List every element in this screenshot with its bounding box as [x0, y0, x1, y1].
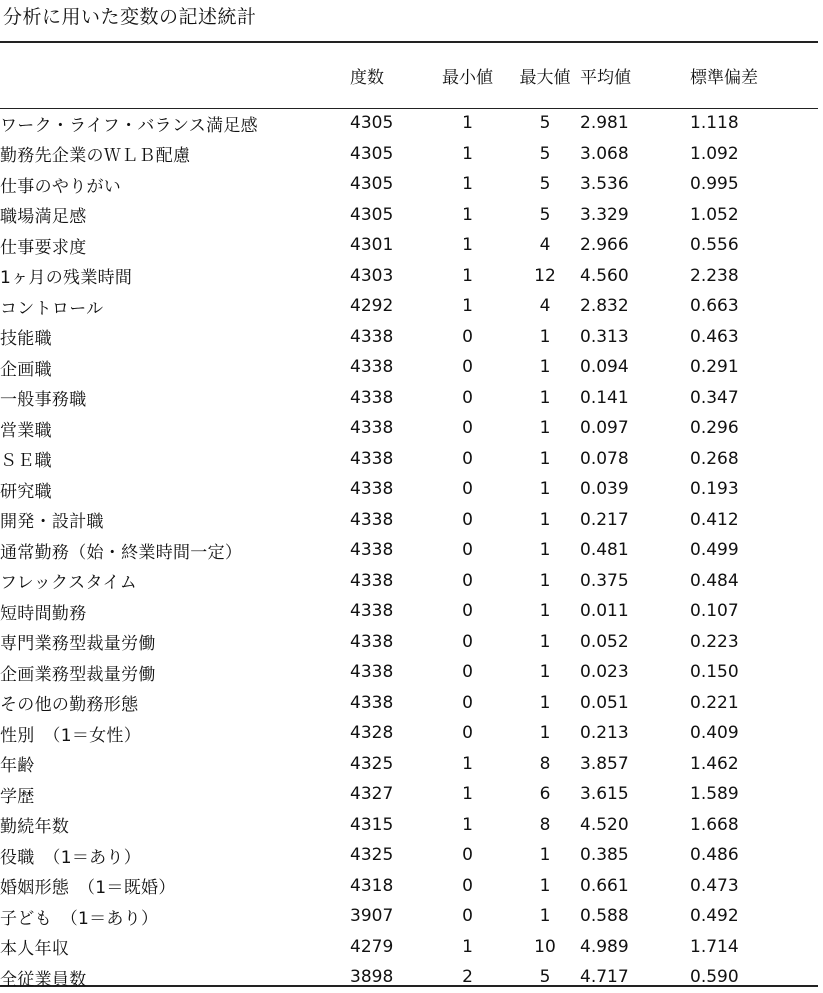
std-dev-cell: 0.663 — [690, 296, 739, 317]
table-row — [0, 352, 818, 383]
table-row — [0, 474, 818, 505]
variable-cell: 勤務先企業のＷＬＢ配慮 — [0, 146, 191, 167]
std-dev-cell: 0.556 — [690, 235, 739, 256]
min-cell: 1 — [462, 113, 473, 134]
max-cell: 10 — [534, 936, 556, 957]
mean-cell: 3.068 — [580, 143, 629, 164]
variable-cell: 勤続年数 — [0, 817, 70, 838]
min-cell: 0 — [462, 509, 473, 530]
std-dev-cell: 1.092 — [690, 143, 739, 164]
count-cell: 4301 — [350, 235, 394, 256]
min-cell: 1 — [462, 296, 473, 317]
count-cell: 4292 — [350, 296, 394, 317]
min-cell: 0 — [462, 479, 473, 500]
column-header-variable — [0, 43, 350, 108]
table-row — [0, 322, 818, 353]
count-cell: 4328 — [350, 723, 394, 744]
table-row — [0, 688, 818, 719]
mean-cell: 3.536 — [580, 174, 629, 195]
count-cell: 4279 — [350, 936, 394, 957]
variable-cell: ワーク・ライフ・バランス満足感 — [0, 115, 258, 136]
min-cell: 1 — [462, 143, 473, 164]
table-row — [0, 962, 818, 993]
count-cell: 4305 — [350, 113, 394, 134]
column-header-min: 最小値 — [442, 68, 493, 88]
variable-cell: 全従業員数 — [0, 969, 87, 990]
min-cell: 0 — [462, 326, 473, 347]
mean-cell: 0.094 — [580, 357, 629, 378]
std-dev-cell: 0.296 — [690, 418, 739, 439]
count-cell: 4338 — [350, 631, 394, 652]
count-cell: 4338 — [350, 479, 394, 500]
max-cell: 1 — [539, 540, 551, 561]
mean-cell: 3.857 — [580, 753, 629, 774]
max-cell: 1 — [539, 387, 551, 408]
max-cell: 1 — [539, 631, 551, 652]
table-row — [0, 535, 818, 566]
min-cell: 0 — [462, 357, 473, 378]
max-cell: 1 — [539, 357, 551, 378]
variable-cell: 企画業務型裁量労働 — [0, 664, 156, 685]
mean-cell: 0.481 — [580, 540, 629, 561]
count-cell: 4338 — [350, 509, 394, 530]
max-cell: 1 — [539, 845, 551, 866]
variable-cell: 職場満足感 — [0, 207, 87, 228]
min-cell: 0 — [462, 875, 473, 896]
variable-cell: 短時間勤務 — [0, 603, 87, 624]
table-row — [0, 413, 818, 444]
mean-cell: 0.078 — [580, 448, 629, 469]
max-cell: 8 — [539, 753, 551, 774]
max-cell: 1 — [539, 723, 551, 744]
max-cell: 5 — [539, 967, 551, 988]
table-row — [0, 932, 818, 963]
mean-cell: 0.313 — [580, 326, 629, 347]
max-cell: 1 — [539, 509, 551, 530]
table-row — [0, 139, 818, 170]
table-row — [0, 596, 818, 627]
min-cell: 0 — [462, 692, 473, 713]
min-cell: 2 — [462, 967, 473, 988]
mean-cell: 4.717 — [580, 967, 629, 988]
min-cell: 1 — [462, 753, 473, 774]
variable-cell: ＳＥ職 — [0, 451, 52, 472]
mean-cell: 0.213 — [580, 723, 629, 744]
max-cell: 4 — [539, 235, 551, 256]
table-title: 分析に用いた変数の記述統計 — [3, 6, 257, 28]
table-row — [0, 383, 818, 414]
mean-cell: 4.520 — [580, 814, 629, 835]
max-cell: 5 — [539, 113, 551, 134]
std-dev-cell: 0.412 — [690, 509, 739, 530]
min-cell: 1 — [462, 265, 473, 286]
min-cell: 1 — [462, 936, 473, 957]
table-row — [0, 505, 818, 536]
max-cell: 1 — [539, 601, 551, 622]
count-cell: 4305 — [350, 204, 394, 225]
variable-cell: 学歴 — [0, 786, 35, 807]
mean-cell: 0.588 — [580, 906, 629, 927]
variable-cell: 年齢 — [0, 756, 35, 777]
std-dev-cell: 0.473 — [690, 875, 739, 896]
variable-cell: 子ども （1＝あり） — [0, 908, 159, 929]
count-cell: 4327 — [350, 784, 394, 805]
variable-cell: 性別 （1＝女性） — [0, 725, 142, 746]
min-cell: 1 — [462, 204, 473, 225]
table-row — [0, 169, 818, 200]
mean-cell: 0.375 — [580, 570, 629, 591]
std-dev-cell: 0.463 — [690, 326, 739, 347]
max-cell: 4 — [539, 296, 551, 317]
mean-cell: 0.385 — [580, 845, 629, 866]
count-cell: 4338 — [350, 692, 394, 713]
mean-cell: 0.051 — [580, 692, 629, 713]
variable-cell: 仕事のやりがい — [0, 176, 122, 197]
variable-cell: フレックスタイム — [0, 573, 138, 594]
max-cell: 8 — [539, 814, 551, 835]
max-cell: 12 — [534, 265, 556, 286]
max-cell: 1 — [539, 479, 551, 500]
std-dev-cell: 1.462 — [690, 753, 739, 774]
std-dev-cell: 0.193 — [690, 479, 739, 500]
variable-cell: 開発・設計職 — [0, 512, 104, 533]
max-cell: 1 — [539, 326, 551, 347]
mean-cell: 0.039 — [580, 479, 629, 500]
min-cell: 0 — [462, 448, 473, 469]
variable-cell: コントロール — [0, 298, 104, 319]
mean-cell: 2.981 — [580, 113, 629, 134]
min-cell: 0 — [462, 601, 473, 622]
min-cell: 0 — [462, 570, 473, 591]
min-cell: 0 — [462, 540, 473, 561]
mean-cell: 0.052 — [580, 631, 629, 652]
table-row — [0, 871, 818, 902]
count-cell: 3907 — [350, 906, 394, 927]
std-dev-cell: 0.409 — [690, 723, 739, 744]
std-dev-cell: 1.668 — [690, 814, 739, 835]
max-cell: 1 — [539, 875, 551, 896]
count-cell: 4338 — [350, 540, 394, 561]
variable-cell: 一般事務職 — [0, 390, 87, 411]
table-row — [0, 566, 818, 597]
min-cell: 1 — [462, 235, 473, 256]
variable-cell: 企画職 — [0, 359, 52, 380]
mean-cell: 0.023 — [580, 662, 629, 683]
std-dev-cell: 0.223 — [690, 631, 739, 652]
mean-cell: 4.989 — [580, 936, 629, 957]
mean-cell: 0.661 — [580, 875, 629, 896]
mean-cell: 4.560 — [580, 265, 629, 286]
min-cell: 1 — [462, 814, 473, 835]
min-cell: 0 — [462, 631, 473, 652]
table-row — [0, 749, 818, 780]
table-row — [0, 200, 818, 231]
count-cell: 4338 — [350, 601, 394, 622]
max-cell: 5 — [539, 174, 551, 195]
mean-cell: 0.141 — [580, 387, 629, 408]
max-cell: 1 — [539, 448, 551, 469]
max-cell: 6 — [539, 784, 551, 805]
table-row — [0, 779, 818, 810]
mean-cell: 0.011 — [580, 601, 629, 622]
header-row — [0, 43, 818, 108]
std-dev-cell: 1.714 — [690, 936, 739, 957]
std-dev-cell: 0.291 — [690, 357, 739, 378]
table-row — [0, 261, 818, 292]
min-cell: 1 — [462, 174, 473, 195]
count-cell: 4325 — [350, 753, 394, 774]
variable-cell: 本人年収 — [0, 939, 70, 960]
std-dev-cell: 0.150 — [690, 662, 739, 683]
count-cell: 4338 — [350, 448, 394, 469]
count-cell: 4338 — [350, 326, 394, 347]
count-cell: 4338 — [350, 357, 394, 378]
table-row — [0, 657, 818, 688]
count-cell: 4338 — [350, 662, 394, 683]
mean-cell: 2.966 — [580, 235, 629, 256]
std-dev-cell: 2.238 — [690, 265, 739, 286]
column-header-std-dev: 標準偏差 — [690, 68, 758, 88]
count-cell: 4325 — [350, 845, 394, 866]
variable-cell: その他の勤務形態 — [0, 695, 139, 716]
mean-cell: 0.097 — [580, 418, 629, 439]
table-row — [0, 840, 818, 871]
count-cell: 4303 — [350, 265, 394, 286]
max-cell: 1 — [539, 418, 551, 439]
table-row — [0, 627, 818, 658]
table-row — [0, 230, 818, 261]
std-dev-cell: 0.107 — [690, 601, 739, 622]
max-cell: 1 — [539, 570, 551, 591]
mean-cell: 0.217 — [580, 509, 629, 530]
min-cell: 0 — [462, 662, 473, 683]
mean-cell: 3.329 — [580, 204, 629, 225]
std-dev-cell: 1.589 — [690, 784, 739, 805]
column-header-max: 最大値 — [519, 68, 571, 88]
column-header-mean: 平均値 — [580, 68, 631, 88]
count-cell: 4305 — [350, 143, 394, 164]
std-dev-cell: 1.052 — [690, 204, 739, 225]
table-row — [0, 901, 818, 932]
std-dev-cell: 0.347 — [690, 387, 739, 408]
table-body — [0, 108, 818, 993]
mean-cell: 2.832 — [580, 296, 629, 317]
count-cell: 4338 — [350, 570, 394, 591]
max-cell: 5 — [539, 204, 551, 225]
variable-cell: 専門業務型裁量労働 — [0, 634, 156, 655]
variable-cell: 役職 （1＝あり） — [0, 847, 142, 868]
variable-cell: 婚姻形態 （1＝既婚） — [0, 878, 176, 899]
variable-cell: 技能職 — [0, 329, 52, 350]
table-row — [0, 718, 818, 749]
min-cell: 0 — [462, 387, 473, 408]
std-dev-cell: 0.484 — [690, 570, 739, 591]
variable-cell: 通常勤務（始・終業時間一定） — [0, 542, 243, 563]
max-cell: 1 — [539, 906, 551, 927]
std-dev-cell: 0.492 — [690, 906, 739, 927]
min-cell: 0 — [462, 906, 473, 927]
descriptive-statistics-table — [0, 43, 818, 993]
variable-cell: 営業職 — [0, 420, 52, 441]
count-cell: 4338 — [350, 387, 394, 408]
count-cell: 4338 — [350, 418, 394, 439]
std-dev-cell: 0.590 — [690, 967, 739, 988]
count-cell: 4318 — [350, 875, 394, 896]
std-dev-cell: 0.499 — [690, 540, 739, 561]
table-row — [0, 444, 818, 475]
mean-cell: 3.615 — [580, 784, 629, 805]
count-cell: 4305 — [350, 174, 394, 195]
std-dev-cell: 0.995 — [690, 174, 739, 195]
variable-cell: 1ヶ月の残業時間 — [0, 268, 133, 289]
min-cell: 1 — [462, 784, 473, 805]
std-dev-cell: 0.268 — [690, 448, 739, 469]
min-cell: 0 — [462, 418, 473, 439]
max-cell: 1 — [539, 662, 551, 683]
column-header-count: 度数 — [350, 68, 384, 88]
max-cell: 1 — [539, 692, 551, 713]
std-dev-cell: 0.486 — [690, 845, 739, 866]
min-cell: 0 — [462, 723, 473, 744]
std-dev-cell: 0.221 — [690, 692, 739, 713]
max-cell: 5 — [539, 143, 551, 164]
variable-cell: 仕事要求度 — [0, 237, 87, 258]
count-cell: 4315 — [350, 814, 394, 835]
min-cell: 0 — [462, 845, 473, 866]
table-row — [0, 810, 818, 841]
table-row — [0, 291, 818, 322]
variable-cell: 研究職 — [0, 481, 52, 502]
std-dev-cell: 1.118 — [690, 113, 739, 134]
table-row — [0, 108, 818, 139]
count-cell: 3898 — [350, 967, 394, 988]
